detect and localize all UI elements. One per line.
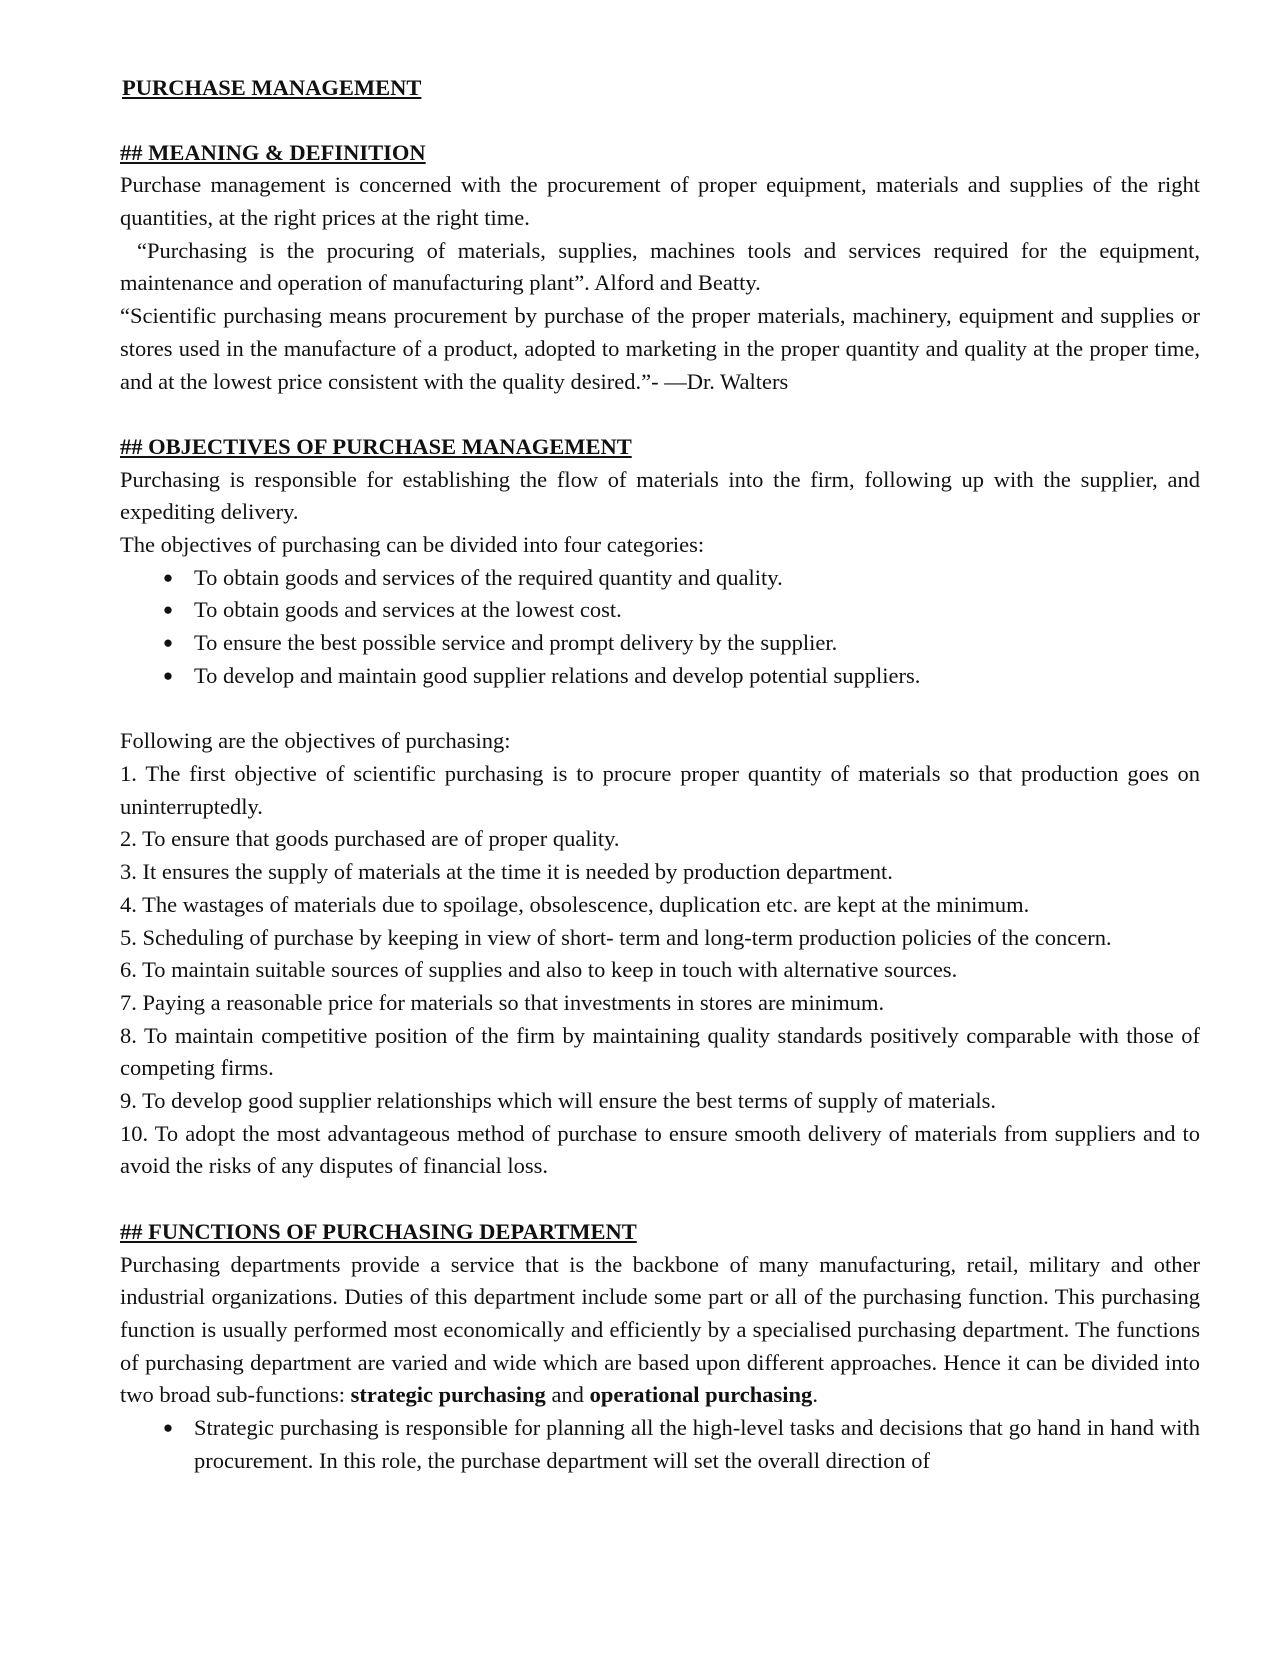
numbered-item: 6. To maintain suitable sources of supplies and also to keep in touch with alternative sources.: [120, 957, 958, 983]
numbered-item: 9. To develop good supplier relationships which will ensure the best terms of supply of materials.: [120, 1088, 996, 1114]
paragraph-purchase-management-definition: Purchase management is concerned with the procurement of proper equipment, materials and supplies of the right quantities, at the right prices at the right time.: [120, 172, 1200, 231]
paragraph-purchasing-responsibility: Purchasing is responsible for establishing the flow of materials into the firm, following up with the supplier, and expediting delivery.: [120, 466, 1200, 525]
bold-operational-purchasing: operational purchasing: [589, 1382, 813, 1408]
list-item: ● To ensure the best possible service and prompt delivery by the supplier.: [120, 627, 1200, 660]
numbered-item: 10. To adopt the most advantageous method of purchase to ensure smooth delivery of materials from suppliers and to avoid the risks of any disputes of financial loss.: [120, 1120, 1200, 1179]
bullet-icon: ●: [162, 665, 174, 685]
functions-bullet-list: [120, 1412, 1200, 1477]
heading-functions: ## FUNCTIONS OF PURCHASING DEPARTMENT: [120, 1218, 637, 1244]
bullet-icon: ●: [162, 600, 174, 620]
numbered-item: 5. Scheduling of purchase by keeping in view of short- term and long-term production policies of the concern.: [120, 924, 1112, 950]
spacer: [120, 398, 1200, 431]
list-item: ● Strategic purchasing is responsible for planning all the high-level tasks and decisions that go hand in hand with procurement. In this role, the purchase department will set the overall direction of: [120, 1412, 1200, 1477]
numbered-item: 3. It ensures the supply of materials at the time it is needed by production department.: [120, 859, 893, 885]
paragraph-walters-quote: “Scientific purchasing means procurement by purchase of the proper materials, machinery, equipment and supplies or stores used in the manufacture of a product, adopted to marketing in the proper quantity and quality at the proper time, and at the lowest price consistent with the quality desired.”- —Dr. Walters: [120, 303, 1200, 394]
spacer: [120, 693, 1200, 726]
objectives-bullet-list: [120, 562, 1200, 693]
numbered-item: 8. To maintain competitive position of the firm by maintaining quality standards positively comparable with those of competing firms.: [120, 1022, 1200, 1081]
paragraph-following-objectives: Following are the objectives of purchasing:: [120, 728, 511, 754]
bold-strategic-purchasing: strategic purchasing: [350, 1382, 546, 1408]
heading-meaning-definition: ## MEANING & DEFINITION: [120, 139, 426, 165]
numbered-item: 2. To ensure that goods purchased are of proper quality.: [120, 826, 620, 852]
page-title: PURCHASE MANAGEMENT: [122, 75, 422, 100]
heading-objectives: ## OBJECTIVES OF PURCHASE MANAGEMENT: [120, 433, 632, 459]
bullet-icon: ●: [162, 1418, 174, 1438]
numbered-item: 4. The wastages of materials due to spoilage, obsolescence, duplication etc. are kept at the minimum.: [120, 891, 1030, 917]
list-item: ● To obtain goods and services at the lowest cost.: [120, 594, 1200, 627]
spacer: [120, 1183, 1200, 1216]
list-item: ● To develop and maintain good supplier relations and develop potential suppliers.: [120, 660, 1200, 693]
paragraph-four-categories: The objectives of purchasing can be divided into four categories:: [120, 532, 705, 558]
bullet-icon: ●: [162, 633, 174, 653]
list-item: ● To obtain goods and services of the required quantity and quality.: [120, 562, 1200, 595]
paragraph-alford-beatty-quote: “Purchasing is the procuring of materials, supplies, machines tools and services required for the equipment, maintenance and operation of manufacturing plant”. Alford and Beatty.: [120, 237, 1200, 296]
paragraph-functions-purchasing: Purchasing departments provide a service that is the backbone of many manufacturing, retail, military and other industrial organizations. Duties of this department include some part or all of the purchasing function. This purchasing function is usually performed most economically and efficiently by a specialised purchasing department. The functions of purchasing department are varied and wide which are based upon different approaches. Hence it can be divided into two broad sub-functions: strategic purchasing and operational purchasing.: [120, 1251, 1200, 1408]
bullet-icon: ●: [162, 567, 174, 587]
numbered-item: 1. The first objective of scientific purchasing is to procure proper quantity of materials so that production goes on uninterruptedly.: [120, 760, 1200, 819]
numbered-item: 7. Paying a reasonable price for materials so that investments in stores are minimum.: [120, 989, 885, 1015]
document-content: [120, 72, 1200, 1477]
